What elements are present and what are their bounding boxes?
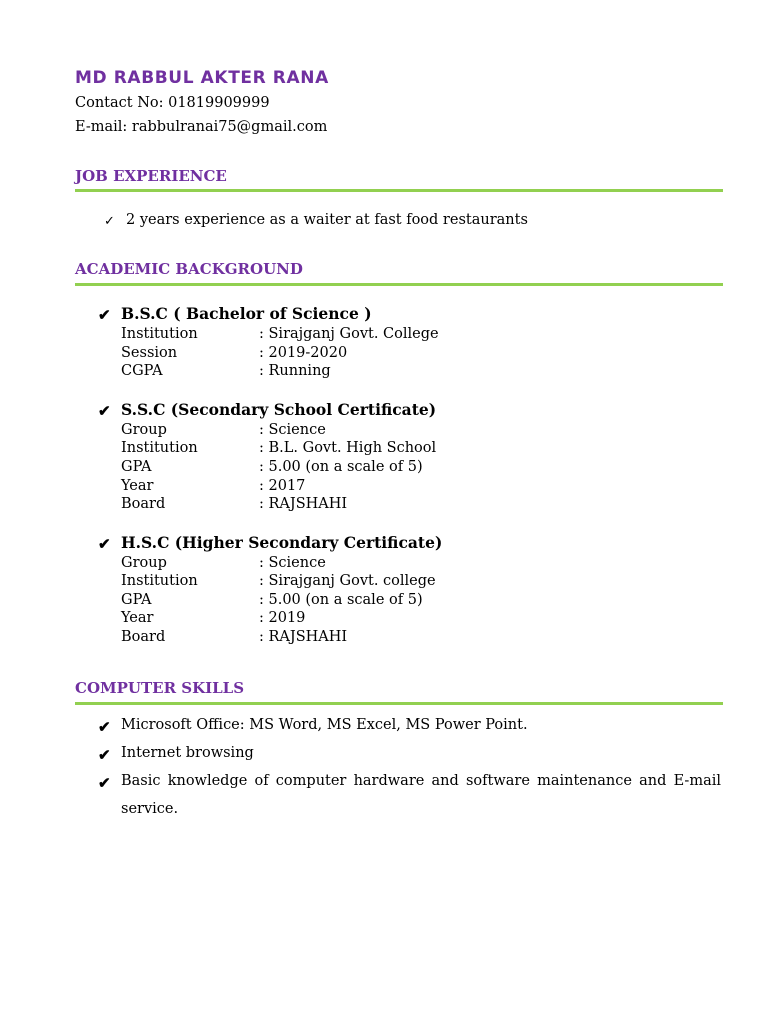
check-mark-icon: ✓ bbox=[104, 214, 115, 229]
section-divider bbox=[75, 189, 723, 192]
detail-label: GPA bbox=[121, 459, 152, 475]
check-mark-icon: ✔ bbox=[98, 774, 111, 792]
detail-value: : Sirajganj Govt. college bbox=[259, 573, 436, 589]
detail-label: Institution bbox=[121, 440, 198, 456]
detail-label: GPA bbox=[121, 592, 152, 608]
detail-value: : 5.00 (on a scale of 5) bbox=[259, 592, 423, 608]
job-experience-title: JOB EXPERIENCE bbox=[75, 167, 227, 185]
contact-number: Contact No: 01819909999 bbox=[75, 95, 270, 111]
detail-label: CGPA bbox=[121, 363, 163, 379]
skill-item: Internet browsing bbox=[121, 745, 254, 761]
detail-label: Board bbox=[121, 496, 166, 512]
degree-title: B.S.C ( Bachelor of Science ) bbox=[121, 304, 372, 323]
detail-value: : 5.00 (on a scale of 5) bbox=[259, 459, 423, 475]
section-divider bbox=[75, 283, 723, 286]
detail-value: : Running bbox=[259, 363, 331, 379]
candidate-name: MD RABBUL AKTER RANA bbox=[75, 68, 329, 88]
detail-value: : B.L. Govt. High School bbox=[259, 440, 437, 456]
check-mark-icon: ✔ bbox=[98, 535, 111, 553]
skill-item: Basic knowledge of computer hardware and software maintenance and E-mail bbox=[121, 773, 721, 789]
detail-label: Year bbox=[121, 610, 154, 626]
detail-value: : 2019-2020 bbox=[259, 345, 348, 361]
detail-value: : RAJSHAHI bbox=[259, 496, 348, 512]
email-address: E-mail: rabbulranai75@gmail.com bbox=[75, 119, 328, 135]
skill-item: Microsoft Office: MS Word, MS Excel, MS Power Point. bbox=[121, 717, 528, 733]
detail-value: : 2017 bbox=[259, 478, 306, 494]
detail-label: Board bbox=[121, 629, 166, 645]
computer-skills-title: COMPUTER SKILLS bbox=[75, 679, 245, 697]
detail-value: : Sirajganj Govt. College bbox=[259, 326, 439, 342]
detail-label: Session bbox=[121, 345, 178, 361]
check-mark-icon: ✔ bbox=[98, 746, 111, 764]
section-divider bbox=[75, 702, 723, 705]
academic-background-title: ACADEMIC BACKGROUND bbox=[75, 260, 303, 278]
detail-label: Group bbox=[121, 422, 167, 438]
detail-label: Group bbox=[121, 555, 167, 571]
detail-value: : RAJSHAHI bbox=[259, 629, 348, 645]
check-mark-icon: ✔ bbox=[98, 306, 111, 324]
detail-label: Institution bbox=[121, 573, 198, 589]
detail-value: : 2019 bbox=[259, 610, 306, 626]
job-experience-item: 2 years experience as a waiter at fast food restaurants bbox=[126, 212, 528, 228]
check-mark-icon: ✔ bbox=[98, 718, 111, 736]
detail-label: Year bbox=[121, 478, 154, 494]
detail-label: Institution bbox=[121, 326, 198, 342]
skill-item-continuation: service. bbox=[121, 801, 179, 817]
detail-value: : Science bbox=[259, 422, 326, 438]
degree-title: H.S.C (Higher Secondary Certificate) bbox=[121, 533, 443, 552]
detail-value: : Science bbox=[259, 555, 326, 571]
check-mark-icon: ✔ bbox=[98, 402, 111, 420]
degree-title: S.S.C (Secondary School Certificate) bbox=[121, 400, 437, 419]
